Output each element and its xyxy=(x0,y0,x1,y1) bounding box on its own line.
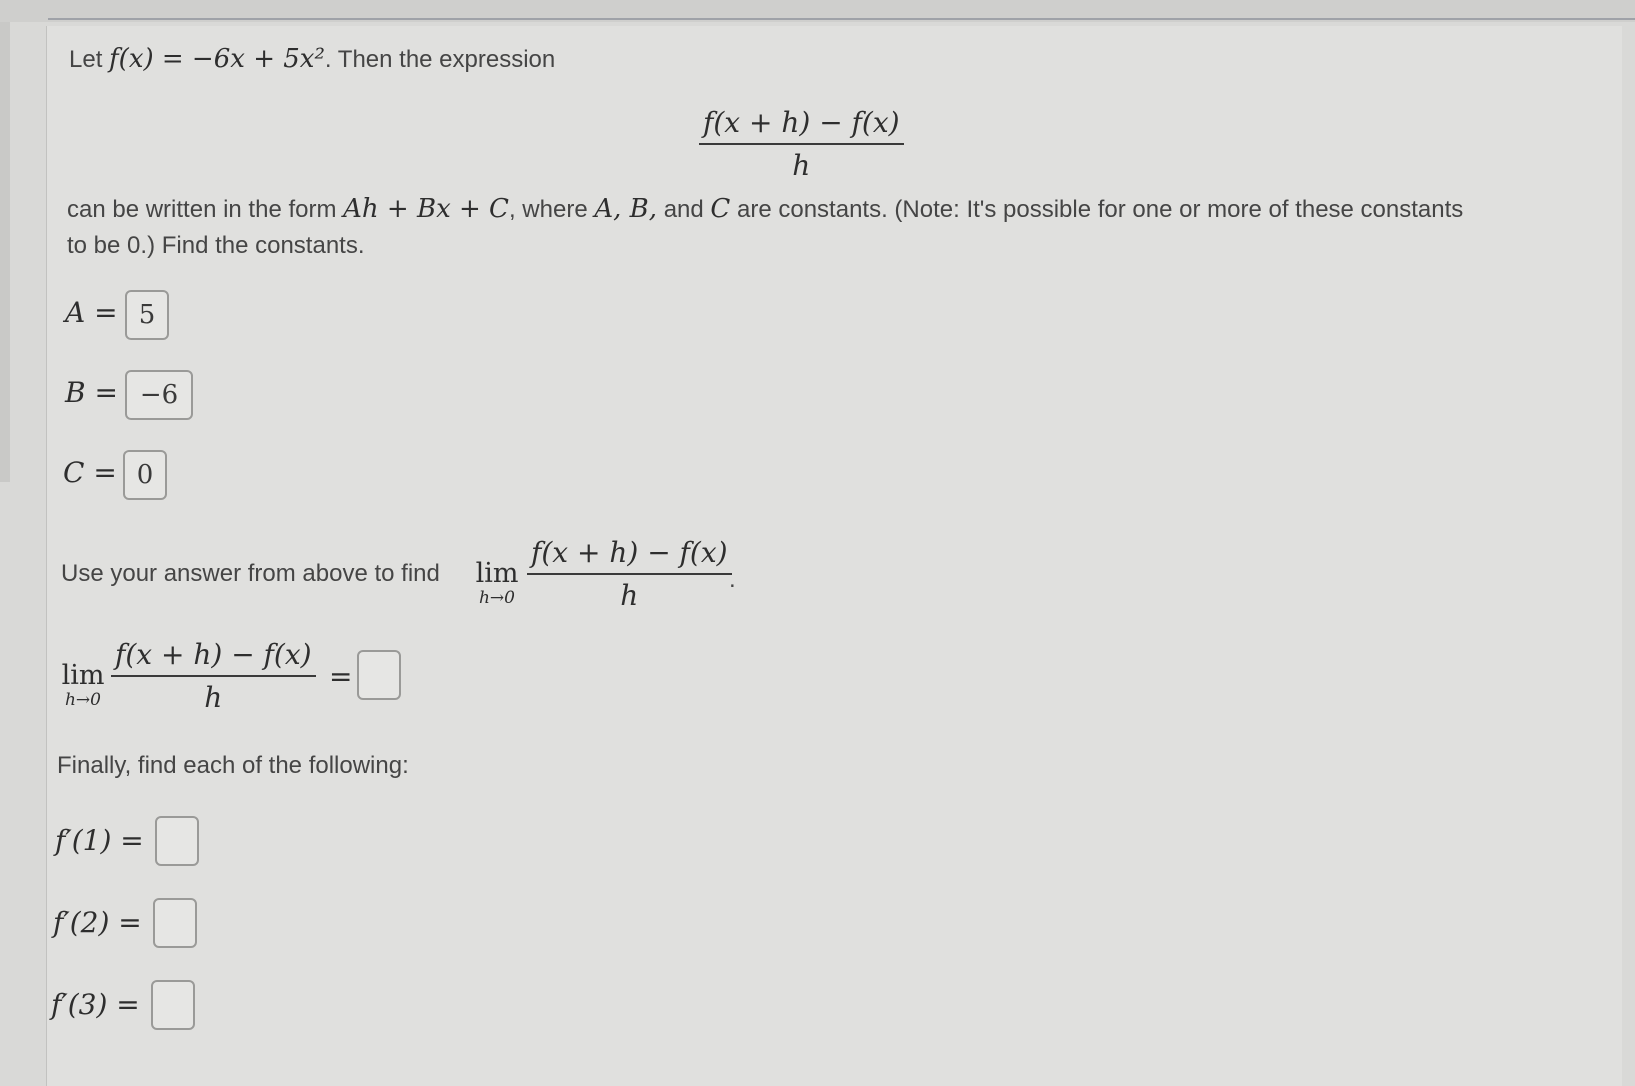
limit-word: lim xyxy=(475,558,519,589)
derivative-1-label: f′(1) = xyxy=(55,824,144,857)
intro-tail: . Then the expression xyxy=(324,46,556,73)
form-c: C xyxy=(710,194,731,224)
difference-quotient-denominator: h xyxy=(792,149,811,182)
question-card xyxy=(46,26,1622,1086)
intro-lead: Let xyxy=(69,46,103,73)
limit-fraction-denominator: h xyxy=(620,579,639,612)
constant-b-label: B = xyxy=(65,376,118,409)
limit-fraction-numerator: f(x + h) − f(x) xyxy=(527,536,732,575)
form-lead: can be written in the form xyxy=(67,196,337,223)
form-expression: Ah + Bx + C xyxy=(343,194,509,224)
constant-c-label: C = xyxy=(63,456,117,489)
limit-subscript: h→0 xyxy=(478,588,515,608)
limit-answer-input[interactable] xyxy=(357,650,401,700)
left-edge xyxy=(0,22,10,482)
constant-b-input[interactable]: −6 xyxy=(125,370,193,420)
form-constants: A, B, xyxy=(594,194,658,224)
derivative-1-input[interactable] xyxy=(155,816,199,866)
derivative-3-input[interactable] xyxy=(151,980,195,1030)
answer-limit-numerator: f(x + h) − f(x) xyxy=(111,638,316,677)
intro-function: f(x) = −6x + 5x² xyxy=(109,44,325,74)
answer-limit-word: lim xyxy=(61,660,105,691)
form-and: and xyxy=(663,196,704,223)
derivatives-prompt: Finally, find each of the following: xyxy=(57,752,409,779)
constant-a-label: A = xyxy=(65,296,118,329)
limit-period: . xyxy=(729,566,736,593)
limit-fraction xyxy=(527,536,732,612)
top-divider xyxy=(48,18,1635,20)
derivative-3-label: f′(3) = xyxy=(51,988,140,1021)
form-tail: are constants. (Note: It's possible for one or more of these constants xyxy=(737,196,1464,223)
answer-limit-operator xyxy=(57,662,109,710)
intro-line xyxy=(69,44,555,74)
limit-operator xyxy=(471,560,523,608)
form-line-1 xyxy=(67,194,1463,224)
derivative-2-input[interactable] xyxy=(153,898,197,948)
answer-limit-fraction xyxy=(111,638,316,714)
limit-prompt: Use your answer from above to find xyxy=(61,560,440,587)
constant-c-input[interactable]: 0 xyxy=(123,450,167,500)
form-mid: , where xyxy=(508,196,588,223)
limit-equals: = xyxy=(329,660,353,693)
answer-limit-denominator: h xyxy=(204,681,223,714)
answer-limit-subscript: h→0 xyxy=(64,690,101,710)
difference-quotient xyxy=(699,106,904,182)
constant-a-input[interactable]: 5 xyxy=(125,290,169,340)
derivative-2-label: f′(2) = xyxy=(53,906,142,939)
difference-quotient-numerator: f(x + h) − f(x) xyxy=(699,106,904,145)
form-line-2: to be 0.) Find the constants. xyxy=(67,232,365,259)
